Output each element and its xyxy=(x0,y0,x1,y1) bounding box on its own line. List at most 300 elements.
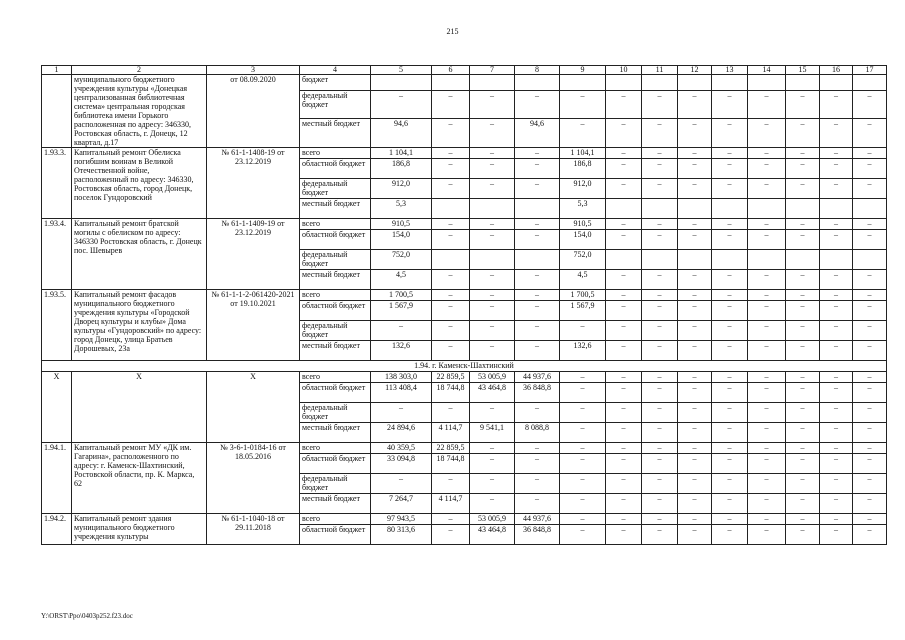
amount-cell: – xyxy=(606,119,642,148)
amount-cell: – xyxy=(820,219,853,230)
amount-cell: – xyxy=(786,423,820,443)
funding-source-cell: областной бюджет xyxy=(300,383,371,403)
section-heading: 1.94. г. Каменск-Шахтинский xyxy=(42,361,887,372)
amount-cell: – xyxy=(560,119,606,148)
amount-cell: – xyxy=(712,514,748,525)
amount-cell: 912,0 xyxy=(371,179,432,199)
amount-cell: – xyxy=(786,90,820,119)
amount-cell: 43 464,8 xyxy=(470,525,515,545)
amount-cell: 113 408,4 xyxy=(371,383,432,403)
amount-cell: – xyxy=(820,474,853,494)
column-number-cell: 16 xyxy=(820,66,853,75)
amount-cell: – xyxy=(560,514,606,525)
amount-cell: – xyxy=(712,494,748,514)
amount-cell: – xyxy=(642,423,678,443)
amount-cell: 53 005,9 xyxy=(470,372,515,383)
amount-cell: – xyxy=(642,321,678,341)
document-cell: от 08.09.2020 xyxy=(207,75,300,148)
amount-cell: – xyxy=(786,301,820,321)
amount-cell: – xyxy=(786,119,820,148)
amount-cell: – xyxy=(642,372,678,383)
amount-cell: – xyxy=(853,119,887,148)
amount-cell: – xyxy=(642,148,678,159)
item-number-cell: Х xyxy=(42,372,72,443)
amount-cell: 44 937,6 xyxy=(515,372,560,383)
amount-cell: – xyxy=(678,423,712,443)
amount-cell: – xyxy=(432,403,470,423)
amount-cell xyxy=(432,199,470,219)
amount-cell: 752,0 xyxy=(371,250,432,270)
amount-cell: – xyxy=(712,454,748,474)
amount-cell: – xyxy=(748,423,786,443)
amount-cell: – xyxy=(432,514,470,525)
amount-cell: – xyxy=(432,219,470,230)
amount-cell: – xyxy=(748,148,786,159)
amount-cell: – xyxy=(786,148,820,159)
column-number-cell: 2 xyxy=(72,66,207,75)
item-number-cell: 1.94.2. xyxy=(42,514,72,545)
table-row xyxy=(42,219,887,230)
amount-cell: 18 744,8 xyxy=(432,454,470,474)
amount-cell: – xyxy=(470,494,515,514)
amount-cell: 4 114,7 xyxy=(432,494,470,514)
amount-cell: – xyxy=(432,290,470,301)
column-number-cell: 8 xyxy=(515,66,560,75)
amount-cell: – xyxy=(748,443,786,454)
amount-cell: – xyxy=(820,321,853,341)
amount-cell: – xyxy=(748,525,786,545)
amount-cell: – xyxy=(748,290,786,301)
amount-cell: – xyxy=(678,301,712,321)
amount-cell: – xyxy=(820,270,853,290)
amount-cell: – xyxy=(470,341,515,361)
funding-source-cell: федеральный бюджет xyxy=(300,403,371,423)
item-number-cell: 1.93.3. xyxy=(42,148,72,219)
amount-cell: – xyxy=(712,290,748,301)
amount-cell: – xyxy=(642,119,678,148)
amount-cell xyxy=(606,199,642,219)
amount-cell: – xyxy=(606,525,642,545)
amount-cell: – xyxy=(606,301,642,321)
amount-cell: – xyxy=(748,179,786,199)
amount-cell xyxy=(515,199,560,219)
funding-source-cell: областной бюджет xyxy=(300,301,371,321)
amount-cell: 132,6 xyxy=(371,341,432,361)
funding-source-cell: местный бюджет xyxy=(300,341,371,361)
amount-cell: – xyxy=(606,219,642,230)
amount-cell: 36 848,8 xyxy=(515,383,560,403)
amount-cell: 1 567,9 xyxy=(371,301,432,321)
amount-cell xyxy=(470,250,515,270)
amount-cell: – xyxy=(515,159,560,179)
amount-cell: – xyxy=(470,270,515,290)
amount-cell: – xyxy=(748,403,786,423)
amount-cell xyxy=(606,250,642,270)
amount-cell: 132,6 xyxy=(560,341,606,361)
amount-cell: – xyxy=(712,423,748,443)
amount-cell: – xyxy=(371,90,432,119)
amount-cell: – xyxy=(786,270,820,290)
amount-cell: – xyxy=(786,383,820,403)
amount-cell: – xyxy=(712,270,748,290)
amount-cell: – xyxy=(853,179,887,199)
amount-cell: – xyxy=(432,119,470,148)
amount-cell: – xyxy=(678,90,712,119)
amount-cell: – xyxy=(642,525,678,545)
column-number-cell: 9 xyxy=(560,66,606,75)
amount-cell xyxy=(820,250,853,270)
amount-cell: – xyxy=(712,301,748,321)
amount-cell: – xyxy=(820,514,853,525)
amount-cell: – xyxy=(853,159,887,179)
amount-cell: – xyxy=(678,525,712,545)
amount-cell: – xyxy=(748,270,786,290)
amount-cell: 18 744,8 xyxy=(432,383,470,403)
document-cell: № 3-6-1-0184-16 от 18.05.2016 xyxy=(207,443,300,514)
amount-cell: – xyxy=(642,383,678,403)
amount-cell: 154,0 xyxy=(560,230,606,250)
amount-cell: 186,8 xyxy=(560,159,606,179)
amount-cell: – xyxy=(820,454,853,474)
amount-cell: – xyxy=(748,454,786,474)
amount-cell: 910,5 xyxy=(371,219,432,230)
column-number-cell: 3 xyxy=(207,66,300,75)
amount-cell: – xyxy=(606,230,642,250)
funding-source-cell: местный бюджет xyxy=(300,270,371,290)
amount-cell: – xyxy=(515,90,560,119)
amount-cell: – xyxy=(515,219,560,230)
amount-cell xyxy=(678,199,712,219)
amount-cell xyxy=(560,75,606,91)
amount-cell: 5,3 xyxy=(371,199,432,219)
amount-cell: – xyxy=(678,270,712,290)
amount-cell xyxy=(820,75,853,91)
amount-cell: – xyxy=(470,290,515,301)
amount-cell: – xyxy=(678,443,712,454)
amount-cell xyxy=(712,250,748,270)
amount-cell: – xyxy=(678,514,712,525)
amount-cell: – xyxy=(371,403,432,423)
table-row xyxy=(42,75,887,91)
amount-cell: – xyxy=(678,383,712,403)
amount-cell: – xyxy=(515,179,560,199)
amount-cell: – xyxy=(712,230,748,250)
amount-cell: – xyxy=(678,454,712,474)
amount-cell: – xyxy=(642,494,678,514)
amount-cell: – xyxy=(786,341,820,361)
amount-cell: – xyxy=(515,443,560,454)
amount-cell: – xyxy=(678,341,712,361)
item-number-cell: 1.94.1. xyxy=(42,443,72,514)
amount-cell: – xyxy=(786,514,820,525)
amount-cell: 36 848,8 xyxy=(515,525,560,545)
amount-cell xyxy=(748,199,786,219)
amount-cell: – xyxy=(678,474,712,494)
amount-cell: – xyxy=(748,159,786,179)
amount-cell: – xyxy=(853,514,887,525)
amount-cell: – xyxy=(371,474,432,494)
budget-table xyxy=(41,65,887,545)
amount-cell: – xyxy=(432,270,470,290)
table-row xyxy=(42,290,887,301)
amount-cell: – xyxy=(678,230,712,250)
amount-cell: – xyxy=(432,159,470,179)
amount-cell xyxy=(606,75,642,91)
amount-cell: 1 104,1 xyxy=(560,148,606,159)
amount-cell: – xyxy=(606,403,642,423)
amount-cell: – xyxy=(786,321,820,341)
amount-cell: – xyxy=(642,474,678,494)
amount-cell: – xyxy=(786,454,820,474)
amount-cell: – xyxy=(712,219,748,230)
amount-cell: 24 894,6 xyxy=(371,423,432,443)
amount-cell: – xyxy=(432,230,470,250)
amount-cell: – xyxy=(853,321,887,341)
amount-cell: 44 937,6 xyxy=(515,514,560,525)
column-number-cell: 1 xyxy=(42,66,72,75)
amount-cell: – xyxy=(642,443,678,454)
amount-cell: – xyxy=(515,321,560,341)
column-number-cell: 5 xyxy=(371,66,432,75)
amount-cell xyxy=(371,75,432,91)
amount-cell: – xyxy=(560,372,606,383)
amount-cell: – xyxy=(853,443,887,454)
column-number-cell: 14 xyxy=(748,66,786,75)
amount-cell: – xyxy=(515,290,560,301)
amount-cell: – xyxy=(786,525,820,545)
amount-cell: – xyxy=(786,179,820,199)
amount-cell: – xyxy=(642,230,678,250)
column-number-cell: 11 xyxy=(642,66,678,75)
amount-cell: – xyxy=(515,474,560,494)
amount-cell: 1 104,1 xyxy=(371,148,432,159)
object-description-cell: Капитальный ремонт братской могилы с обелиском по адресу: 346330 Ростовская область, г. Донецк пос. Шевырев xyxy=(72,219,207,290)
amount-cell: – xyxy=(515,270,560,290)
amount-cell: – xyxy=(678,159,712,179)
amount-cell: – xyxy=(470,454,515,474)
amount-cell: – xyxy=(642,179,678,199)
amount-cell: – xyxy=(853,270,887,290)
amount-cell xyxy=(470,75,515,91)
amount-cell: – xyxy=(853,454,887,474)
amount-cell: – xyxy=(606,90,642,119)
amount-cell: – xyxy=(606,148,642,159)
amount-cell: – xyxy=(560,443,606,454)
amount-cell: – xyxy=(432,179,470,199)
amount-cell: – xyxy=(371,321,432,341)
amount-cell: – xyxy=(515,403,560,423)
amount-cell: – xyxy=(748,90,786,119)
object-description-cell: Капитальный ремонт МУ «ДК им. Гагарина», расположенного по адресу: г. Каменск-Шахтинский, Ростовской области, пр. К. Маркса, 62 xyxy=(72,443,207,514)
amount-cell xyxy=(853,199,887,219)
amount-cell: – xyxy=(712,119,748,148)
amount-cell: – xyxy=(786,403,820,423)
amount-cell: – xyxy=(748,372,786,383)
amount-cell: – xyxy=(712,179,748,199)
amount-cell: – xyxy=(432,301,470,321)
amount-cell: – xyxy=(642,514,678,525)
amount-cell: – xyxy=(748,514,786,525)
amount-cell: – xyxy=(560,321,606,341)
amount-cell xyxy=(820,199,853,219)
amount-cell: – xyxy=(820,159,853,179)
object-description-cell: Х xyxy=(72,372,207,443)
amount-cell: – xyxy=(853,403,887,423)
amount-cell: 7 264,7 xyxy=(371,494,432,514)
column-number-row xyxy=(42,66,887,75)
amount-cell: – xyxy=(606,474,642,494)
amount-cell xyxy=(712,199,748,219)
amount-cell: – xyxy=(470,219,515,230)
funding-source-cell: федеральный бюджет xyxy=(300,90,371,119)
amount-cell xyxy=(786,75,820,91)
amount-cell: 912,0 xyxy=(560,179,606,199)
amount-cell xyxy=(678,250,712,270)
amount-cell: – xyxy=(678,179,712,199)
amount-cell: – xyxy=(606,383,642,403)
amount-cell: – xyxy=(606,321,642,341)
amount-cell: – xyxy=(820,443,853,454)
amount-cell: – xyxy=(748,230,786,250)
amount-cell: – xyxy=(712,403,748,423)
funding-source-cell: всего xyxy=(300,148,371,159)
amount-cell xyxy=(786,199,820,219)
funding-source-cell: областной бюджет xyxy=(300,525,371,545)
amount-cell: – xyxy=(642,454,678,474)
amount-cell: – xyxy=(853,372,887,383)
amount-cell: – xyxy=(853,341,887,361)
amount-cell: – xyxy=(560,423,606,443)
amount-cell: – xyxy=(515,148,560,159)
item-number-cell: 1.93.4. xyxy=(42,219,72,290)
section-heading-row xyxy=(42,361,887,372)
amount-cell: – xyxy=(820,403,853,423)
column-number-cell: 17 xyxy=(853,66,887,75)
amount-cell: – xyxy=(470,230,515,250)
amount-cell: 40 359,5 xyxy=(371,443,432,454)
amount-cell: – xyxy=(515,341,560,361)
amount-cell xyxy=(748,75,786,91)
amount-cell xyxy=(432,75,470,91)
amount-cell: – xyxy=(748,301,786,321)
amount-cell: – xyxy=(515,301,560,321)
amount-cell: 8 088,8 xyxy=(515,423,560,443)
funding-source-cell: областной бюджет xyxy=(300,454,371,474)
amount-cell: 1 567,9 xyxy=(560,301,606,321)
amount-cell: – xyxy=(712,90,748,119)
amount-cell: 154,0 xyxy=(371,230,432,250)
column-number-cell: 7 xyxy=(470,66,515,75)
table-row xyxy=(42,372,887,383)
funding-source-cell: всего xyxy=(300,290,371,301)
amount-cell: – xyxy=(712,474,748,494)
amount-cell: – xyxy=(853,290,887,301)
amount-cell: – xyxy=(853,525,887,545)
amount-cell: – xyxy=(678,119,712,148)
amount-cell: – xyxy=(820,230,853,250)
amount-cell: – xyxy=(642,159,678,179)
amount-cell: – xyxy=(606,290,642,301)
amount-cell: – xyxy=(820,372,853,383)
amount-cell: 22 859,5 xyxy=(432,372,470,383)
table-row xyxy=(42,514,887,525)
funding-source-cell: местный бюджет xyxy=(300,423,371,443)
document-cell: № 61-1-1408-19 от 23.12.2019 xyxy=(207,148,300,219)
amount-cell: 53 005,9 xyxy=(470,514,515,525)
amount-cell: – xyxy=(820,383,853,403)
amount-cell xyxy=(678,75,712,91)
funding-source-cell: федеральный бюджет xyxy=(300,321,371,341)
amount-cell: – xyxy=(748,341,786,361)
amount-cell: – xyxy=(470,301,515,321)
amount-cell: – xyxy=(470,474,515,494)
amount-cell: – xyxy=(560,90,606,119)
amount-cell: – xyxy=(786,230,820,250)
amount-cell xyxy=(853,250,887,270)
amount-cell: – xyxy=(606,443,642,454)
amount-cell: – xyxy=(606,270,642,290)
amount-cell: – xyxy=(853,230,887,250)
column-number-cell: 13 xyxy=(712,66,748,75)
amount-cell: – xyxy=(678,148,712,159)
column-number-cell: 15 xyxy=(786,66,820,75)
amount-cell: – xyxy=(515,494,560,514)
amount-cell: – xyxy=(470,119,515,148)
amount-cell: – xyxy=(786,219,820,230)
amount-cell: – xyxy=(712,372,748,383)
amount-cell: – xyxy=(748,321,786,341)
amount-cell: – xyxy=(432,321,470,341)
amount-cell: – xyxy=(712,159,748,179)
funding-source-cell: всего xyxy=(300,219,371,230)
document-cell: № 61-1-1040-18 от 29.11.2018 xyxy=(207,514,300,545)
amount-cell: – xyxy=(678,321,712,341)
amount-cell: – xyxy=(642,341,678,361)
amount-cell: – xyxy=(678,403,712,423)
amount-cell xyxy=(853,75,887,91)
amount-cell: – xyxy=(820,90,853,119)
amount-cell: – xyxy=(712,525,748,545)
amount-cell: – xyxy=(678,494,712,514)
object-description-cell: муниципального бюджетного учреждения культуры «Донецкая централизованная библиотечная система» центральная городская библиотека имени Горького расположенная по адресу: 346330, Ростовская область, г. Донецк, 12 квартал, д.17 xyxy=(72,75,207,148)
amount-cell: – xyxy=(748,494,786,514)
amount-cell: 910,5 xyxy=(560,219,606,230)
amount-cell: 4,5 xyxy=(371,270,432,290)
amount-cell: – xyxy=(820,525,853,545)
amount-cell: – xyxy=(820,148,853,159)
amount-cell: – xyxy=(606,179,642,199)
amount-cell: – xyxy=(560,403,606,423)
amount-cell: – xyxy=(432,148,470,159)
amount-cell: – xyxy=(853,219,887,230)
amount-cell: – xyxy=(606,494,642,514)
amount-cell: – xyxy=(470,90,515,119)
amount-cell: – xyxy=(606,423,642,443)
amount-cell xyxy=(470,199,515,219)
amount-cell: – xyxy=(642,403,678,423)
amount-cell: – xyxy=(786,443,820,454)
funding-source-cell: всего xyxy=(300,514,371,525)
funding-source-cell: бюджет xyxy=(300,75,371,91)
funding-source-cell: федеральный бюджет xyxy=(300,179,371,199)
column-number-cell: 10 xyxy=(606,66,642,75)
amount-cell: – xyxy=(515,454,560,474)
amount-cell: – xyxy=(786,159,820,179)
amount-cell: – xyxy=(820,341,853,361)
amount-cell: – xyxy=(642,290,678,301)
amount-cell: – xyxy=(786,290,820,301)
amount-cell: 138 303,0 xyxy=(371,372,432,383)
